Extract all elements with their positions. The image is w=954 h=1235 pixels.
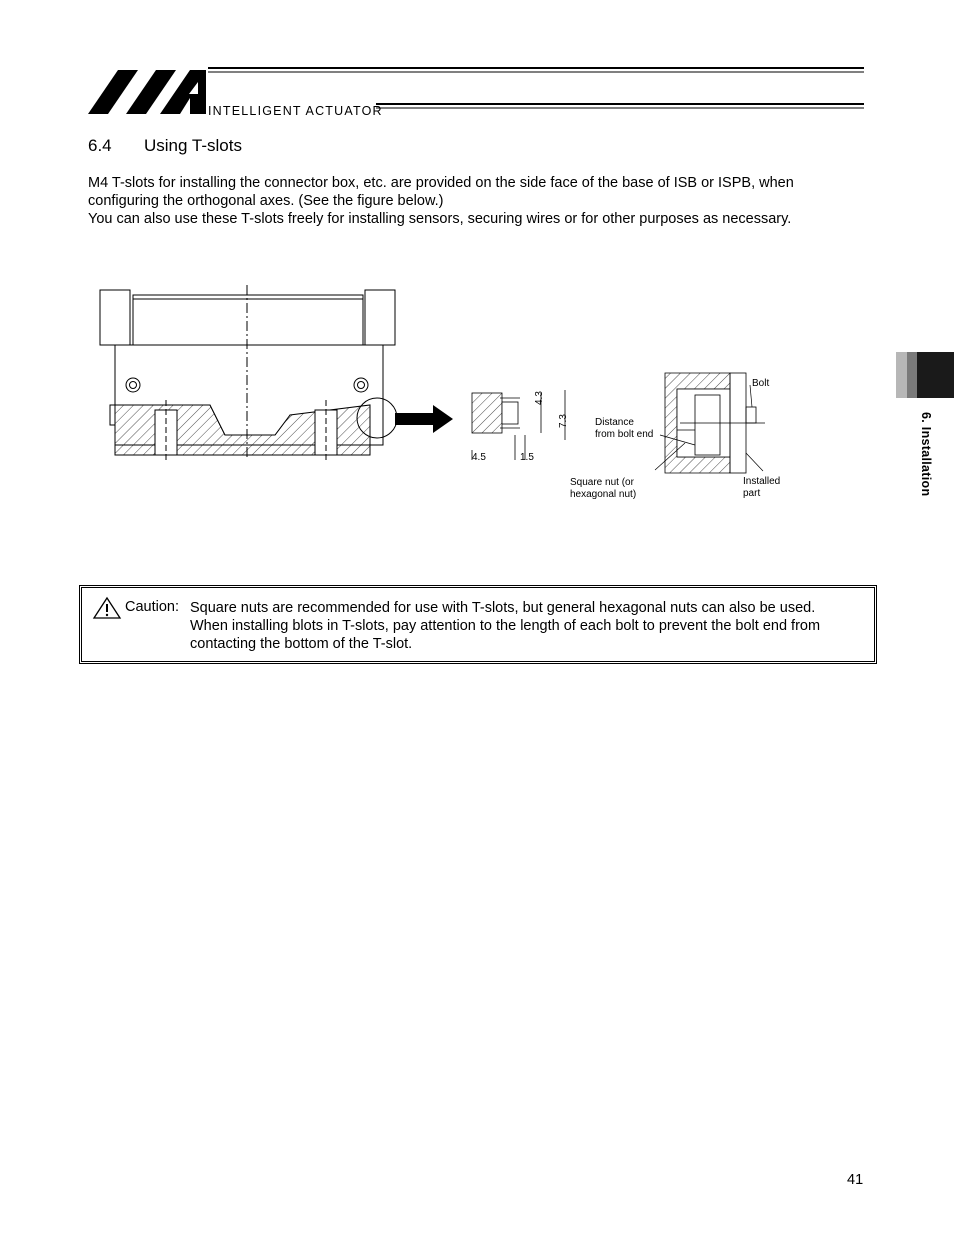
caution-label: Caution: — [125, 599, 180, 615]
page-number: 41 — [847, 1172, 864, 1188]
side-tab-graphic — [896, 352, 954, 398]
label-installed-1: Installed — [743, 476, 781, 487]
body-paragraph-2: You can also use these T-slots freely for installing sensors, securing wires or for other purposes as necessary. — [88, 211, 792, 227]
side-tab-label: 6. Installation — [919, 412, 933, 497]
warning-icon — [92, 596, 122, 620]
label-bolt: Bolt — [752, 378, 770, 389]
iai-logo — [86, 62, 866, 120]
t-slot-detail — [472, 390, 565, 460]
section-number: 6.4 — [88, 136, 112, 155]
label-square-nut-2: hexagonal nut) — [570, 489, 637, 500]
label-square-nut-1: Square nut (or — [570, 477, 634, 488]
section-title: Using T-slots — [144, 136, 242, 155]
caution-box — [79, 585, 877, 664]
caution-line-1: Square nuts are recommended for use with T-slots, but general hexagonal nuts can also be used. — [190, 600, 816, 616]
label-distance-1: Distance — [595, 417, 634, 428]
section-heading — [88, 136, 242, 156]
caution-line-2: When installing blots in T-slots, pay attention to the length of each bolt to prevent the bolt end from contacting the bottom of the T-slot. — [190, 618, 821, 652]
base-cross-section — [100, 285, 397, 460]
body-text — [88, 174, 868, 228]
dim-7-3: 7.3 — [558, 414, 569, 428]
caution-text — [190, 599, 870, 653]
brand-text: INTELLIGENT ACTUATOR — [208, 104, 383, 118]
dim-4-3: 4.3 — [534, 391, 545, 405]
dim-1-5: 1.5 — [520, 452, 534, 463]
detail-arrow — [395, 405, 453, 433]
dim-4-5: 4.5 — [472, 452, 486, 463]
label-installed-2: part — [743, 488, 761, 499]
label-distance-2: from bolt end — [595, 429, 654, 440]
body-paragraph-1: M4 T-slots for installing the connector box, etc. are provided on the side face of the base of ISB or ISPB, when configuring the orthogonal axes. (See the figure below.) — [88, 175, 794, 209]
t-slot-figure — [95, 285, 795, 515]
